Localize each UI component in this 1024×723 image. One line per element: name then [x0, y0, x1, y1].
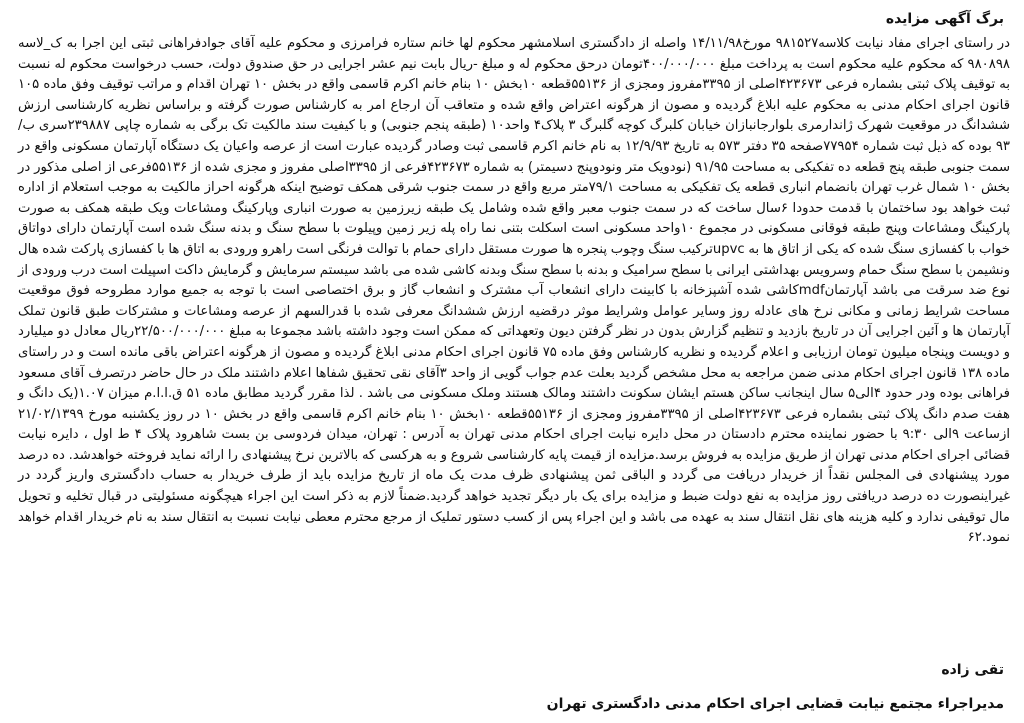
issuing-office: مدیراجراء مجتمع نیابت قضایی اجرای احکام مدنی دادگستری تهران — [546, 696, 1004, 712]
notice-body: در راستای اجرای مفاد نیابت کلاسه۹۸۱۵۲۷ مورخ۱۴/۱۱/۹۸ واصله از دادگستری اسلامشهر محکوم لها خانم ستاره فرامرزی و محکوم علیه آقای جوادفراهانی ثبتی این اجرا به ک_لاسه ۹۸۰۸۹۸ که محکوم علیه محکوم است به پرداخت مبلغ ۴۰۰/۰۰۰/۰۰۰تومان درحق محکوم له و مبلغ -ریال بابت نیم عشر اجرایی در حق صندوق دولت، حسب درخواست محکوم له نسبت به توقیف پلاک ثبتی بشماره فرعی ۴۲۳۶۷۳اصلی از ۳۳۹۵مفروز ومجزی از ۵۵۱۳۶قطعه ۱۰بخش ۱۰ بنام خانم اکرم قاسمی واقع در بخش ۱۰ تهران اقدام و مراتب توقیف وفق ماده ۱۰۵ قانون اجرای احکام مدنی به محکوم علیه ابلاغ گردیده و مصون از هرگونه اعتراض واقع شده و متعاقب آن ارجاع امر به کارشناس صورت گرفته و براساس نظریه کارشناسی ارزش ششدانگ در موقعیت شهرک ژاندارمری بلوارجانبازان خیابان کلبرگ کوچه گلبرگ ۳ پلاک۴ واحد۱۰ (طبقه پنجم جنوبی) و با کیفیت سند مالکیت تک برگی به شماره چاپی ۲۳۹۸۸۷سری ب/۹۳ بوده که ذیل ثبت شماره ۷۷۹۵۴صفحه ۳۵ دفتر ۵۷۳ به تاریخ ۱۲/۹/۹۳ به نام خانم اکرم قاسمی ثبت وصادر گردیده عبارت است از عرصه واعیان یک دستگاه آپارتمان مسکونی واقع در سمت جنوبی طبقه پنج قطعه ده تفکیکی به مساحت ۹۱/۹۵ (نودویک متر ونودوپنج دسیمتر) به شماره ۴۲۳۶۷۳فرعی از ۳۳۹۵اصلی مفروز و مجزی شده از ۵۵۱۳۶فرعی از اصلی مذکور در بخش ۱۰ شمال غرب تهران بانضمام انباری قطعه یک تفکیکی به مساحت ۷۹/۱متر مربع واقع در سمت جنوب شرقی همکف توضیح اینکه هرگونه احراز مالکیت به موجب استعلام از اداره ثبت خواهد بود ساختمان با قدمت حدودا ۶سال ساخت که در سمت جنوب معبر واقع شده وشامل یک طبقه زیرزمین به صورت انباری وپارکینگ ومشاعات ویک طبقه همکف به صورت پارکینگ ومشاعات وپنج طبقه فوقانی مسکونی در مجموع ۱۰واحد مسکونی است اسکلت بتنی نما راه پله زیر زمین وپیلوت با سطح سنگ و بدنه سنگ شده است آپارتمان دارای دواتاق خواب با کفسازی سنگ شده که یکی از اتاق ها به upvcترکیب سنگ وچوب پنجره ها صورت مستقل دارای حمام با توالت فرنگی است راهرو ورودی به اتاق ها با کفسازی پارکت شده هال ونشیمن با سطح سنگ حمام وسرویس بهداشتی ایرانی با سطح سرامیک و بدنه با سطح سنگ وبدنه کاشی شده می باشد سیستم سرمایش و گرمایش داکت اسپیلت است درب ورودی از نوع ضد سرقت می باشد آپارتمانmdfکاشی شده آشپزخانه با کابینت دارای انشعاب آب مشترک و انشعاب گاز و برق اختصاصی است با توجه به جمیع موارد مطروحه فوق موقعیت مساحت شرایط زمانی و مکانی نرخ های عادله روز وسایر عوامل وشرایط موثر درقضیه ارزش ششدانگ معرفی شده با قدرالسهم از عرصه ومشاعات و مشترکات طبق قانون تملک آپارتمان ها و آئین اجرایی آن در تاریخ بازدید و تنظیم گزارش بدون در نظر گرفتن دیون وتعهداتی که ممکن است وجود داشته باشد مجموعا به مبلغ ۲۲/۵۰۰/۰۰۰/۰۰۰ریال معادل دو میلیارد و دویست وپنجاه میلیون تومان ارزیابی و اعلام گردیده و نظریه کارشناس وفق ماده ۷۵ قانون اجرای احکام مدنی ابلاغ گردیده و مصون از هرگونه اعتراض باقی مانده است و در راستای ماده ۱۳۸ قانون اجرای احکام مدنی ضمن مراجعه به محل مشخص گردید بعلت عدم جواب گویی از واحد ۳آقای نقی تحقیق شفاها اعلام داشتند ملک در حال حاضر درتصرف آقای مسعود فراهانی بوده ودر حدود ۴الی۵ سال اینجانب ساکن هستم ایشان سکونت داشتند ومالک هستند وملک مسکونی می باشد . لذا مقرر گردید مطابق ماده ۵۱ ق.ا.ا.م میزان ۱.۰۷(یک دانگ و هفت صدم دانگ پلاک ثبتی بشماره فرعی ۴۲۳۶۷۳اصلی از ۳۳۹۵مفروز ومجزی از ۵۵۱۳۶قطعه ۱۰بخش ۱۰ بنام خانم اکرم قاسمی واقع در بخش ۱۰ در روز یکشنبه مورخ ۲۱/۰۲/۱۳۹۹ ازساعت ۹الی ۹:۳۰ با حضور نماینده محترم دادستان در محل دایره نیابت اجرای احکام مدنی تهران به آدرس : تهران، میدان فردوسی بن بست شاهرود پلاک ۴ ط اول ، دایره نیابت قضائی اجرای احکام مدنی تهران از طریق مزایده به فروش برسد.مزایده از قیمت پایه کارشناسی شروع و به هرکسی که بالاترین نرخ پیشنهادی را ارائه نماید فروخته خواهدشد. ده درصد مورد پیشنهادی فی المجلس نقداً از خریدار دریافت می گردد و الباقی ثمن پیشنهادی ظرف مدت یک ماه از تاریخ مزایده باید از طرف خریدار به حساب دادگستری واریز گردد در غیراینصورت ده درصد دریافتی روز مزایده به نفع دولت ضبط و مزایده برای یک بار دیگر تجدید خواهد گردید.ضمناً لازم به ذکر است این اجراء هیچگونه مسئولیتی در قبال تخلیه و تحویل مال توقیفی ندارد و کلیه هزینه های نقل انتقال سند به عهده می باشد و این اجراء پس از کسب دستور تملیک از مرجع محترم معطی نیابت نسبت به انتقال سند به نام خریدار اقدام خواهد نمود.۶۲ — [18, 36, 1010, 546]
signer-name: تقی زاده — [941, 662, 1004, 678]
notice-title: برگ آگهی مزایده — [885, 11, 1004, 27]
